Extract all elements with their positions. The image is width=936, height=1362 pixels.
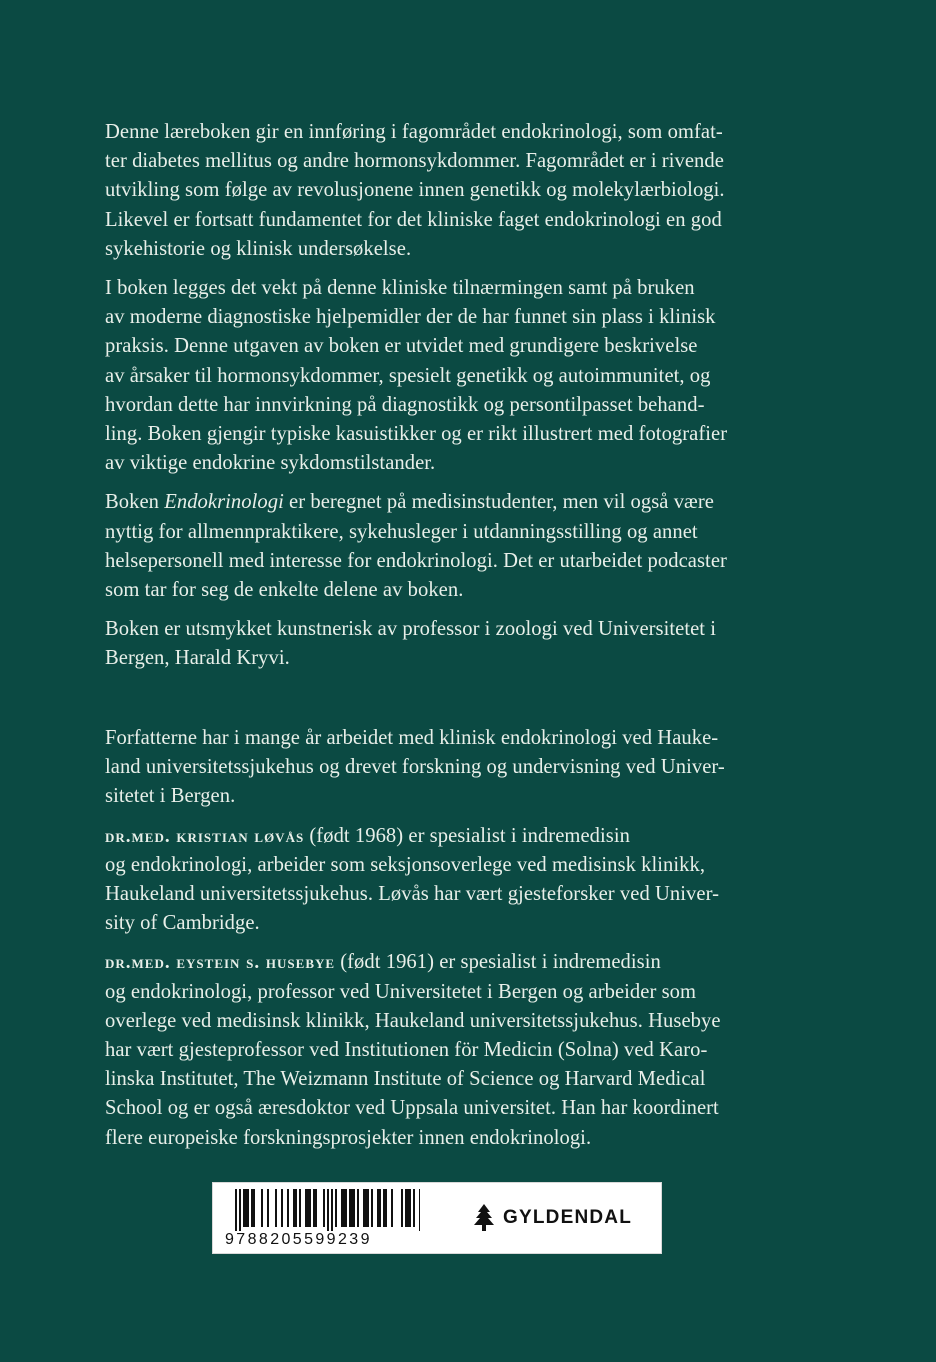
text-line: overlege ved medisinsk klinikk, Haukeland universitetssjukehus. Husebye (105, 1009, 721, 1032)
barcode-bar (261, 1189, 263, 1227)
text-line: Likevel er fortsatt fundamentet for det kliniske faget endokrinologi en god (105, 208, 722, 231)
text-line: sitetet i Bergen. (105, 785, 236, 808)
barcode-bar (335, 1189, 337, 1227)
barcode-bar (239, 1189, 241, 1231)
barcode-bar (307, 1189, 309, 1227)
text-segment: Boken (105, 491, 165, 514)
text-line: linska Institutet, The Weizmann Institute of Science og Harvard Medical (105, 1068, 706, 1091)
barcode-bar (357, 1189, 359, 1227)
author-name: dr.med. eystein s. husebye (105, 952, 336, 974)
text-line: School og er også æresdoktor ved Uppsala universitet. Han har koordinert (105, 1097, 719, 1120)
text-line (105, 948, 837, 977)
barcode-bar (405, 1189, 407, 1227)
blurb-paragraph-3 (105, 488, 837, 605)
barcode-bar (299, 1189, 301, 1227)
author-bio-2 (105, 948, 837, 1152)
barcode-bar (293, 1189, 295, 1227)
text-line: land universitetssjukehus og drevet forskning og undervisning ved Univer- (105, 756, 725, 779)
barcode-bar (287, 1189, 289, 1227)
publisher-logo (471, 1203, 632, 1233)
book-blurb (105, 118, 837, 684)
blurb-paragraph-4 (105, 615, 837, 673)
barcode-bar (343, 1189, 345, 1227)
text-line: hvordan dette har innvirkning på diagnostikk og persontilpasset behand- (105, 393, 705, 416)
barcode-bar (267, 1189, 269, 1227)
text-line: praksis. Denne utgaven av boken er utvidet med grundigere beskrivelse (105, 335, 698, 358)
isbn-barcode (225, 1189, 420, 1231)
barcode-bar (379, 1189, 381, 1227)
barcode-bar (353, 1189, 355, 1227)
text-segment: (født 1961) er spesialist i indremedisin (335, 951, 661, 974)
barcode-bar (281, 1189, 283, 1227)
barcode-bar (391, 1189, 393, 1227)
blurb-paragraph-2 (105, 274, 837, 478)
barcode-bar (345, 1189, 347, 1227)
text-segment: (født 1968) er spesialist i indremedisin (304, 824, 630, 847)
tree-icon (471, 1203, 497, 1233)
text-line: ter diabetes mellitus og andre hormonsykdommer. Fagområdet er i rivende (105, 150, 724, 173)
text-line: Haukeland universitetssjukehus. Løvås har vært gjesteforsker ved Univer- (105, 883, 719, 906)
text-line: og endokrinologi, arbeider som seksjonsoverlege ved medisinsk klinikk, (105, 853, 706, 876)
text-line: og endokrinologi, professor ved Universitetet i Bergen og arbeider som (105, 980, 697, 1003)
text-line: Forfatterne har i mange år arbeidet med klinisk endokrinologi ved Hauke- (105, 727, 719, 749)
barcode-bar (251, 1189, 253, 1227)
barcode-bar (371, 1189, 373, 1227)
barcode-bar (331, 1189, 333, 1231)
book-title-italic: Endokrinologi (164, 491, 284, 514)
barcode-bar (235, 1189, 237, 1231)
barcode-bar (341, 1189, 343, 1227)
barcode-bar (419, 1189, 420, 1231)
barcode-bar (247, 1189, 249, 1227)
text-line: Boken er utsmykket kunstnerisk av professor i zoologi ved Universitetet i (105, 618, 717, 641)
text-line: utvikling som følge av revolusjonene innen genetikk og molekylærbiologi. (105, 179, 725, 202)
author-name: dr.med. kristian løvås (105, 825, 305, 847)
author-bios (105, 724, 837, 1163)
text-line (105, 822, 837, 851)
barcode-bar (323, 1189, 325, 1227)
barcode-bar (383, 1189, 385, 1227)
barcode-bar (313, 1189, 315, 1227)
publisher-name: GYLDENDAL (503, 1207, 633, 1228)
text-line: Denne læreboken gir en innføring i fagområdet endokrinologi, som omfat- (105, 121, 723, 143)
barcode-bar (327, 1189, 329, 1231)
barcode-bar (349, 1189, 351, 1227)
text-line: har vært gjesteprofessor ved Institutionen för Medicin (Solna) ved Karo- (105, 1039, 708, 1062)
barcode-bar (401, 1189, 403, 1227)
text-line: I boken legges det vekt på denne kliniske tilnærmingen samt på bruken (105, 277, 695, 300)
barcode-bar (363, 1189, 365, 1227)
barcode-bar (367, 1189, 369, 1227)
text-line (105, 488, 837, 517)
barcode-panel (212, 1182, 662, 1254)
text-line: sykehistorie og klinisk undersøkelse. (105, 237, 412, 260)
text-line: av moderne diagnostiske hjelpemidler der de har funnet sin plass i klinisk (105, 306, 716, 329)
barcode-bar (315, 1189, 317, 1227)
authors-intro (105, 724, 837, 812)
isbn-number: 9788205599239 (225, 1231, 372, 1248)
text-line: av viktige endokrine sykdomstilstander. (105, 452, 436, 475)
text-line: Bergen, Harald Kryvi. (105, 647, 290, 670)
text-line: flere europeiske forskningsprosjekter innen endokrinologi. (105, 1126, 592, 1149)
text-line: av årsaker til hormonsykdommer, spesielt genetikk og autoimmunitet, og (105, 364, 711, 387)
barcode-bar (295, 1189, 297, 1227)
barcode-bar (365, 1189, 367, 1227)
barcode-bar (385, 1189, 387, 1227)
text-line: nyttig for allmennpraktikere, sykehusleger i utdanningsstilling og annet (105, 520, 698, 543)
barcode-bar (413, 1189, 415, 1227)
text-line: ling. Boken gjengir typiske kasuistikker og er rikt illustrert med fotografier (105, 423, 728, 446)
barcode-bar (407, 1189, 409, 1227)
barcode-bar (309, 1189, 311, 1227)
barcode-bar (253, 1189, 255, 1227)
barcode-bar (409, 1189, 411, 1227)
barcode-bar (243, 1189, 245, 1227)
blurb-paragraph-1 (105, 118, 837, 264)
text-segment: er beregnet på medisinstudenter, men vil også være (283, 491, 714, 514)
barcode-bar (245, 1189, 247, 1227)
text-line: helsepersonell med interesse for endokrinologi. Det er utarbeidet podcaster (105, 549, 727, 572)
barcode-bar (305, 1189, 307, 1227)
text-line: som tar for seg de enkelte delene av boken. (105, 579, 464, 602)
barcode-bar (275, 1189, 277, 1227)
author-bio-1 (105, 822, 837, 939)
text-line: sity of Cambridge. (105, 912, 260, 935)
barcode-bar (377, 1189, 379, 1227)
barcode-bar (351, 1189, 353, 1227)
